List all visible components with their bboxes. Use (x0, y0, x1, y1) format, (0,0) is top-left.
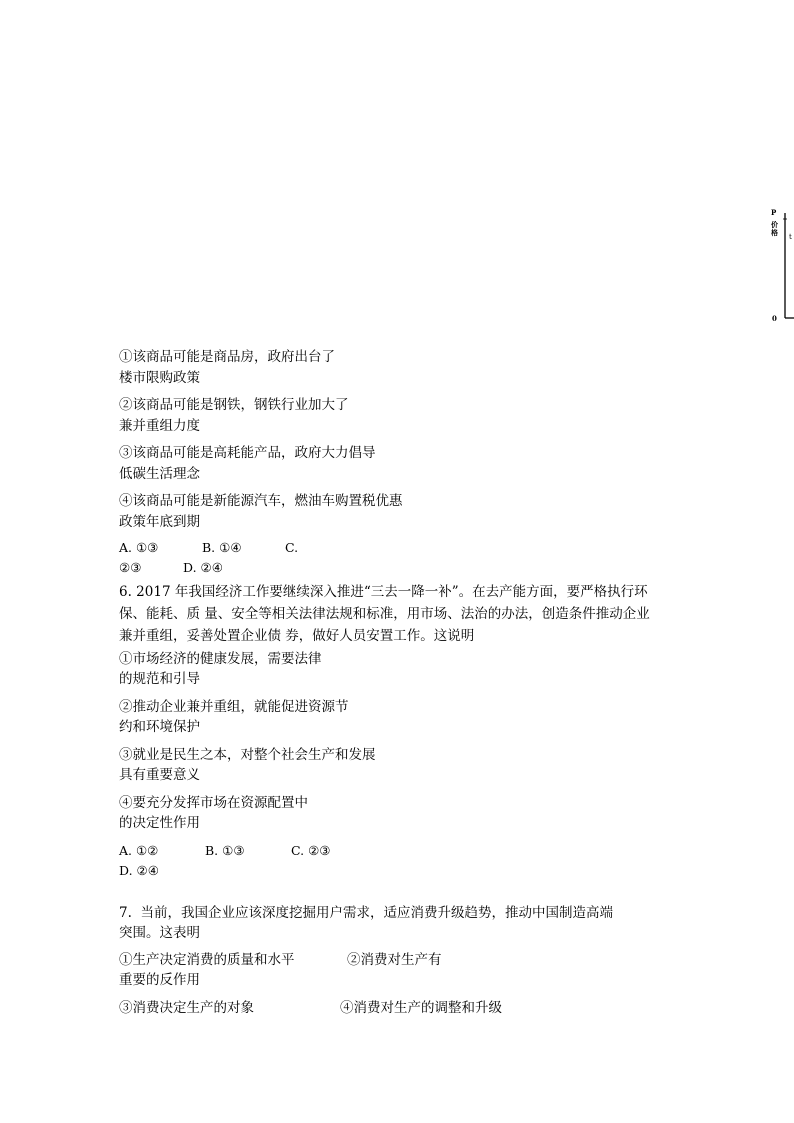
q6-item-2-line-1: ②推动企业兼并重组，就能促进资源节 (119, 699, 349, 715)
q5-option-a: A. ①③ (119, 540, 159, 555)
axes-lines (762, 205, 794, 335)
q6-stem-line-3: 兼并重组，妥善处置企业债 券，做好人员安置工作。这说明 (119, 628, 475, 644)
q7-item-2: ②消费对生产有 (347, 952, 442, 968)
q7-stem-line-2: 突围。这表明 (119, 925, 200, 941)
q6-item-3-line-1: ③就业是民生之本，对整个社会生产和发展 (119, 747, 376, 763)
q6-item-4-line-1: ④要充分发挥市场在资源配置中 (119, 795, 308, 811)
q5-option-c-continued: ②③ (119, 560, 142, 575)
q6-stem-line-1: 6. 2017 年我国经济工作要继续深入推进“三去一降一补”。在去产能方面，要严格执行环 (119, 584, 648, 600)
q6-item-3-line-2: 具有重要意义 (119, 767, 200, 783)
q5-item-3-line-1: ③该商品可能是高耗能产品，政府大力倡导 (119, 445, 376, 461)
price-chart-fragment (762, 205, 794, 335)
q6-item-2-line-2: 约和环境保护 (119, 719, 200, 735)
q5-item-2-line-1: ②该商品可能是钢铁，钢铁行业加大了 (119, 397, 349, 413)
q5-item-1-line-1: ①该商品可能是商品房，政府出台了 (119, 349, 335, 365)
q6-item-1-line-2: 的规范和引导 (119, 671, 200, 687)
time-label: t (789, 233, 792, 241)
q6-item-1-line-1: ①市场经济的健康发展，需要法律 (119, 651, 322, 667)
q5-item-1-line-2: 楼市限购政策 (119, 370, 200, 386)
q6-option-d: D. ②④ (119, 863, 159, 878)
q5-option-d: D. ②④ (183, 560, 223, 575)
q6-option-c: C. ②③ (291, 843, 331, 858)
origin-label: 0 (772, 314, 777, 323)
price-axis-p-label: P (771, 208, 777, 217)
q7-item-3: ③消费决定生产的对象 (119, 1000, 254, 1016)
q5-option-b: B. ①④ (202, 540, 242, 555)
q7-item-4: ④消费对生产的调整和升级 (340, 1000, 502, 1016)
q7-item-1: ①生产决定消费的质量和水平 (119, 952, 295, 968)
q5-item-4-line-1: ④该商品可能是新能源汽车，燃油车购置税优惠 (119, 493, 403, 509)
q5-item-2-line-2: 兼并重组力度 (119, 418, 200, 434)
q6-option-b: B. ①③ (205, 843, 245, 858)
price-axis-label: 价格 (771, 220, 778, 237)
q6-stem-line-2: 保、能耗、质 量、安全等相关法律法规和标准，用市场、法治的办法，创造条件推动企业 (119, 606, 650, 622)
q5-item-3-line-2: 低碳生活理念 (119, 466, 200, 482)
q5-option-c: C. (285, 540, 299, 555)
q6-item-4-line-2: 的决定性作用 (119, 815, 200, 831)
q7-stem-line-1: 7. 当前，我国企业应该深度挖掘用户需求，适应消费升级趋势，推动中国制造高端 (119, 905, 613, 921)
q6-stem (119, 581, 679, 647)
q5-item-4-line-2: 政策年底到期 (119, 514, 200, 530)
q7-item-2-continued: 重要的反作用 (119, 972, 200, 988)
q6-option-a: A. ①② (119, 843, 159, 858)
